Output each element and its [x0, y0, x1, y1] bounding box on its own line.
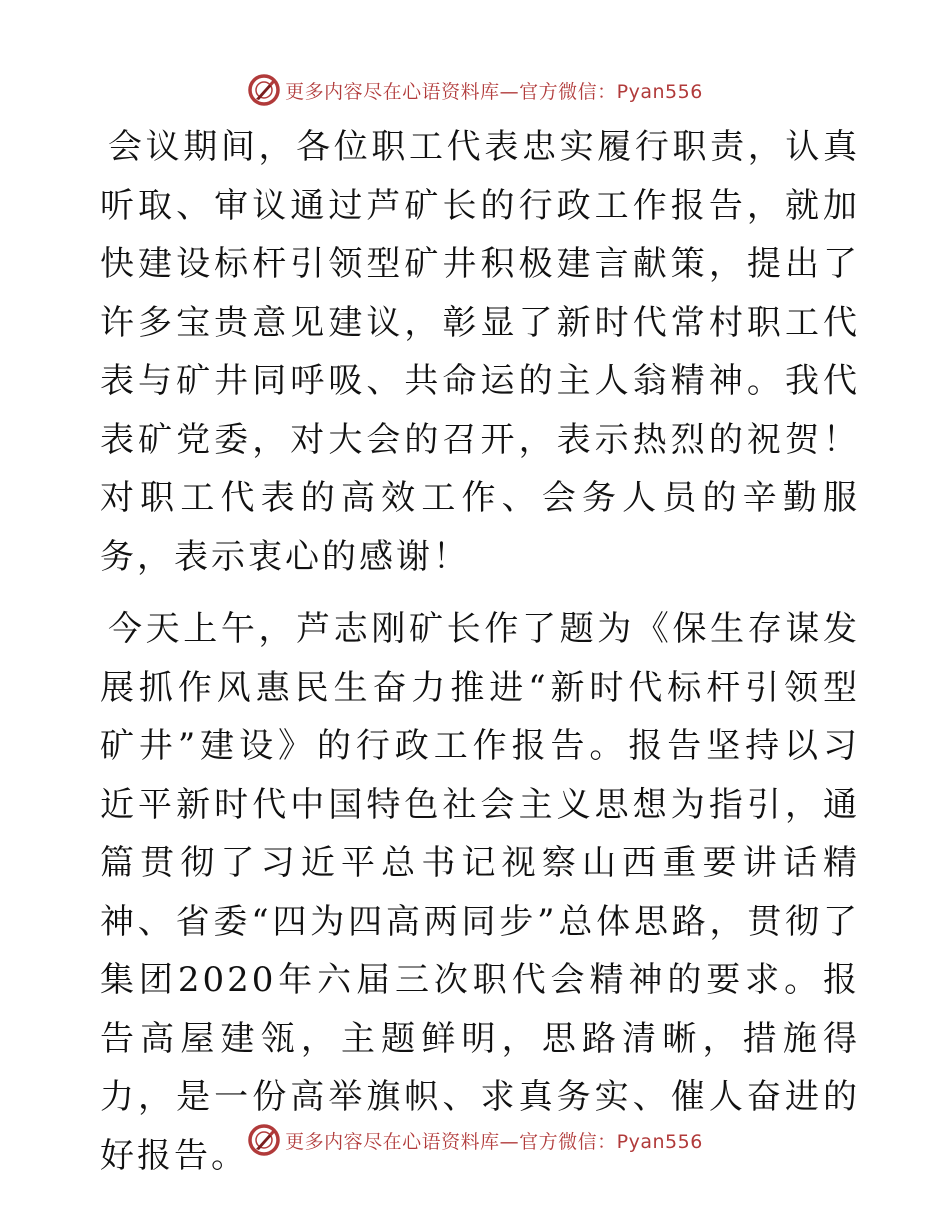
paragraph-meeting-period: 会议期间，各位职工代表忠实履行职责，认真听取、审议通过芦矿长的行政工作报告，就加快建设标杆引领型矿井积极建言献策，提出了许多宝贵意见建议，彰显了新时代常村职工代表与矿井同呼吸、共命运的主人翁精神。我代表矿党委，对大会的召开，表示热烈的祝贺！对职工代表的高效工作、会务人员的辛勤服务，表示衷心的感谢！ [100, 127, 860, 577]
document-body [100, 118, 860, 1185]
quill-circle-logo-icon [247, 73, 281, 107]
quill-circle-logo-icon [247, 1123, 281, 1157]
header-banner [0, 70, 950, 110]
paragraph-work-report: 今天上午，芦志刚矿长作了题为《保生存谋发展抓作风惠民生奋力推进“新时代标杆引领型矿井”建设》的行政工作报告。报告坚持以习近平新时代中国特色社会主义思想为指引，通篇贯彻了习近平总书记视察山西重要讲话精神、省委“四为四高两同步”总体思路，贯彻了集团2020年六届三次职代会精神的要求。报告高屋建瓴，主题鲜明，思路清晰，措施得力，是一份高举旗帜、求真务实、催人奋进的好报告。 [100, 609, 860, 1176]
header-banner-text: 更多内容尽在心语资料库—官方微信：Pyan556 [285, 80, 703, 103]
footer-banner-text: 更多内容尽在心语资料库—官方微信：Pyan556 [285, 1130, 703, 1153]
footer-banner [0, 1120, 950, 1160]
